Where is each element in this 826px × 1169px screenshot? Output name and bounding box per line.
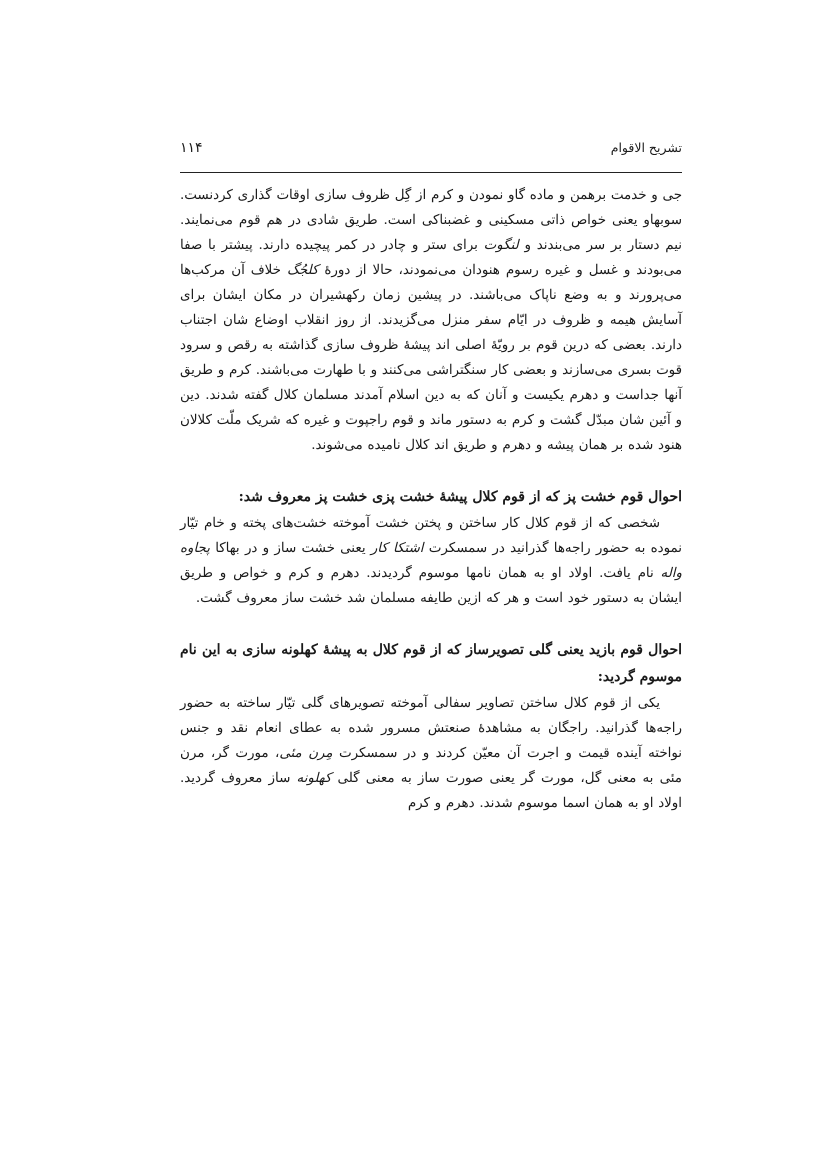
paragraph-text: یعنی خشت ساز و در بهاکا xyxy=(209,541,371,556)
italic-term: پجاوه واله xyxy=(180,541,682,581)
italic-term: کلجُگ xyxy=(286,263,319,278)
italic-term: کهلونه xyxy=(296,771,332,786)
paragraph-text: جی و خدمت برهمن و ماده گاو نمودن و کرم از گِل ظروف سازی اوقات گذاری کردنست. سوبهاو یعنی خواص ذاتی مسکینی و غضبناکی است. طریق شادی در هم قوم می‌نمایند. نیم دستار بر سر می‌بندند و xyxy=(180,188,682,253)
italic-term: اشتکا کار xyxy=(370,541,424,556)
paragraph-text: شخصی که از قوم کلال کار ساختن و پختن خشت آموخته خشت‌های پخته و خام تیّار نموده به حضور راجه‌ها گذرانید در سمسکرت xyxy=(180,516,682,556)
book-title: تشریح الاقوام xyxy=(610,140,682,155)
paragraph-text: ، مورت گر، مرن مئی به معنی گل، مورت گر یعنی صورت ساز به معنی گلی xyxy=(180,746,682,786)
running-header xyxy=(180,140,682,173)
italic-term: لنگوت xyxy=(483,238,519,253)
paragraph-text: ساز معروف گردید. اولاد او به همان اسما موسوم شدند. دهرم و کرم xyxy=(180,771,682,811)
italic-term: مِرن مئی xyxy=(279,746,333,761)
paragraph-text: برای ستر و چادر در کمر پیچیده دارند. پیشتر با صفا می‌بودند و غسل و غیره رسوم هنودان می‌نمودند، حالا از دورهٔ xyxy=(180,238,682,278)
page-number: ۱۱۴ xyxy=(180,140,203,156)
paragraph-3 xyxy=(180,691,682,816)
section-heading-clay-image-makers: احوال قوم بازید یعنی گلی تصویرساز که از قوم کلال به پیشهٔ کهلونه سازی به این نام موسوم گردید: xyxy=(180,642,682,685)
paragraph-text: یکی از قوم کلال ساختن تصاویر سفالی آموخته تصویرهای گلی تیّار ساخته به حضور راجه‌ها گذرانید. راجگان به مشاهدهٔ صنعتش مسرور شده به عطای انعام نقد و جنس نواخته آینده قیمت و اجرت آن معیّن کردند و در سمسکرت xyxy=(180,696,682,761)
page xyxy=(180,140,682,816)
paragraph-2 xyxy=(180,511,682,611)
paragraph-text: نام یافت. اولاد او به همان نامها موسوم گردیدند. دهرم و کرم و خواص و طریق ایشان به دستور خود است و هر که ازین طایفه مسلمان شد خشت ساز معروف گشت. xyxy=(180,566,682,606)
page-body xyxy=(180,183,682,816)
paragraph-text: خلاف آن مرکب‌ها می‌پرورند و به وضع ناپاک می‌باشند. در پیشین زمان رکهشیران در مکان ایشان برای آسایش هیمه و ظروف در ایّام سفر منزل می‌گزیدند. از روز انقلاب اوضاع شان اجتناب دارند. بعضی که درین قوم بر رویّهٔ اصلی اند پیشهٔ ظروف سازی گذاشته به رقص و سرود قوت بسری می‌سازند و بعضی کار سنگتراشی می‌کنند و با طهارت می‌باشند. کرم و طریق آنها جداست و دهرم یکیست و آنان که به دین اسلام آمدند مسلمان کلال گفته شدند. دین و آئین شان مبدّل گشت و کرم به دستور ماند و قوم راجپوت و غیره که شریک ملّت کلالان هنود شده بر همان پیشه و دهرم و طریق اند کلال نامیده می‌شوند. xyxy=(180,263,682,453)
paragraph-1 xyxy=(180,183,682,458)
section-heading-brickmakers: احوال قوم خشت پز که از قوم کلال پیشهٔ خشت پزی خشت پز معروف شد: xyxy=(238,489,682,505)
